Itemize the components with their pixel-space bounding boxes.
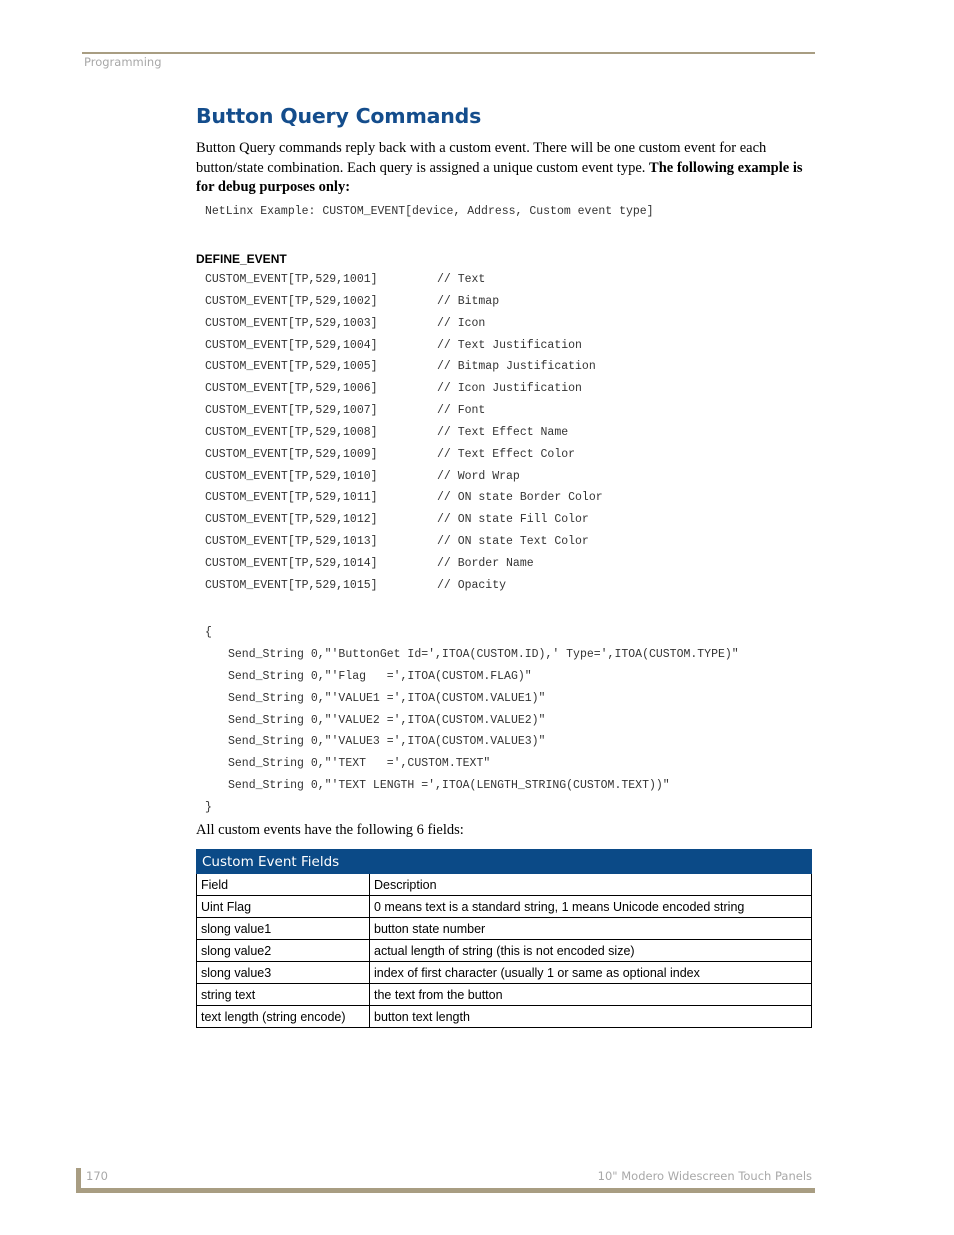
- event-code: CUSTOM_EVENT[TP,529,1005]: [205, 360, 378, 374]
- event-comment: // Word Wrap: [437, 469, 520, 483]
- event-code: CUSTOM_EVENT[TP,529,1011]: [205, 491, 378, 505]
- event-code: CUSTOM_EVENT[TP,529,1001]: [205, 273, 378, 286]
- code-line: Send_String 0,"'VALUE1 =',ITOA(CUSTOM.VALUE1)": [228, 691, 546, 705]
- intro-paragraph: [196, 139, 816, 198]
- table-title: Custom Event Fields: [197, 850, 812, 874]
- description-cell: index of first character (usually 1 or same as optional index: [370, 962, 812, 984]
- event-code: CUSTOM_EVENT[TP,529,1012]: [205, 513, 378, 527]
- event-code: CUSTOM_EVENT[TP,529,1015]: [205, 578, 378, 592]
- intro-bold-text: The following example is for debug purposes only:: [196, 159, 803, 195]
- event-code: CUSTOM_EVENT[TP,529,1013]: [205, 535, 378, 549]
- table-row: [197, 918, 812, 940]
- table-row: [197, 940, 812, 962]
- column-header-description: Description: [370, 874, 812, 896]
- footer-rule: [76, 1188, 815, 1193]
- event-comment: // Bitmap Justification: [437, 360, 596, 374]
- event-code: CUSTOM_EVENT[TP,529,1004]: [205, 338, 378, 352]
- event-code: CUSTOM_EVENT[TP,529,1007]: [205, 404, 378, 418]
- event-line: [205, 535, 705, 557]
- event-line: [205, 426, 705, 448]
- table-row: [197, 962, 812, 984]
- description-cell: button state number: [370, 918, 812, 940]
- event-comment: // Icon: [437, 316, 486, 330]
- code-line: Send_String 0,"'TEXT =',CUSTOM.TEXT": [228, 757, 491, 771]
- event-line: [205, 557, 705, 579]
- event-comment: // Text Effect Name: [437, 425, 569, 439]
- page-title: Button Query Commands: [196, 104, 482, 128]
- table-title-row: [197, 850, 812, 874]
- event-line: [205, 404, 705, 426]
- code-line: Send_String 0,"'VALUE2 =',ITOA(CUSTOM.VALUE2)": [228, 713, 546, 727]
- event-line: [205, 295, 705, 317]
- intro-text: Button Query commands reply back with a custom event. There will be one custom event for each button/state combination. Each query is assigned a unique custom event type.: [196, 140, 767, 176]
- netlinx-example: NetLinx Example: CUSTOM_EVENT[device, Address, Custom event type]: [205, 205, 654, 218]
- event-comment: // ON state Border Color: [437, 491, 603, 505]
- description-cell: actual length of string (this is not encoded size): [370, 940, 812, 962]
- code-line: Send_String 0,"'ButtonGet Id=',ITOA(CUSTOM.ID),' Type=',ITOA(CUSTOM.TYPE)": [228, 647, 739, 661]
- define-event-heading: DEFINE_EVENT: [196, 252, 287, 266]
- footer-doc-title: 10" Modero Widescreen Touch Panels: [597, 1169, 812, 1183]
- event-line: [205, 360, 705, 382]
- table-header-row: [197, 874, 812, 896]
- event-line: [205, 579, 705, 601]
- event-line: [205, 339, 705, 361]
- event-comment: // ON state Text Color: [437, 535, 589, 549]
- event-code: CUSTOM_EVENT[TP,529,1008]: [205, 425, 378, 439]
- event-comment: // Text Justification: [437, 338, 582, 352]
- event-comment: // Text: [437, 273, 486, 286]
- event-line: [205, 491, 705, 513]
- table-row: [197, 1006, 812, 1028]
- code-line: Send_String 0,"'VALUE3 =',ITOA(CUSTOM.VALUE3)": [228, 735, 546, 749]
- field-cell: text length (string encode): [197, 1006, 370, 1028]
- send-string-code-block: [205, 626, 739, 823]
- event-comment: // Opacity: [437, 578, 507, 592]
- event-comment: // Font: [437, 404, 486, 418]
- field-cell: string text: [197, 984, 370, 1006]
- event-line: [205, 317, 705, 339]
- footer-left-bar: [76, 1168, 81, 1190]
- code-close-brace: }: [205, 801, 212, 815]
- event-code: CUSTOM_EVENT[TP,529,1002]: [205, 294, 378, 308]
- custom-event-list: [205, 273, 705, 601]
- event-code: CUSTOM_EVENT[TP,529,1014]: [205, 556, 378, 570]
- table-row: [197, 984, 812, 1006]
- code-line: Send_String 0,"'TEXT LENGTH =',ITOA(LENGTH_STRING(CUSTOM.TEXT))": [228, 779, 670, 793]
- table-row: [197, 896, 812, 918]
- page-number: 170: [86, 1169, 108, 1183]
- fields-intro: All custom events have the following 6 fields:: [196, 822, 464, 838]
- event-code: CUSTOM_EVENT[TP,529,1003]: [205, 316, 378, 330]
- event-code: CUSTOM_EVENT[TP,529,1010]: [205, 469, 378, 483]
- field-cell: slong value2: [197, 940, 370, 962]
- event-comment: // Border Name: [437, 556, 534, 570]
- event-comment: // Bitmap: [437, 294, 500, 308]
- event-line: [205, 448, 705, 470]
- event-comment: // ON state Fill Color: [437, 513, 589, 527]
- event-code: CUSTOM_EVENT[TP,529,1006]: [205, 382, 378, 396]
- description-cell: the text from the button: [370, 984, 812, 1006]
- column-header-field: Field: [197, 874, 370, 896]
- event-line: [205, 470, 705, 492]
- running-header: Programming: [84, 55, 162, 69]
- event-comment: // Text Effect Color: [437, 447, 576, 461]
- event-comment: // Icon Justification: [437, 382, 582, 396]
- field-cell: slong value1: [197, 918, 370, 940]
- custom-event-fields-table: [196, 849, 812, 1028]
- header-rule: [82, 52, 815, 54]
- event-line: [205, 273, 705, 295]
- description-cell: 0 means text is a standard string, 1 means Unicode encoded string: [370, 896, 812, 918]
- event-line: [205, 382, 705, 404]
- event-line: [205, 513, 705, 535]
- description-cell: button text length: [370, 1006, 812, 1028]
- event-code: CUSTOM_EVENT[TP,529,1009]: [205, 447, 378, 461]
- code-open-brace: {: [205, 626, 212, 639]
- code-line: Send_String 0,"'Flag =',ITOA(CUSTOM.FLAG)": [228, 669, 532, 683]
- field-cell: Uint Flag: [197, 896, 370, 918]
- field-cell: slong value3: [197, 962, 370, 984]
